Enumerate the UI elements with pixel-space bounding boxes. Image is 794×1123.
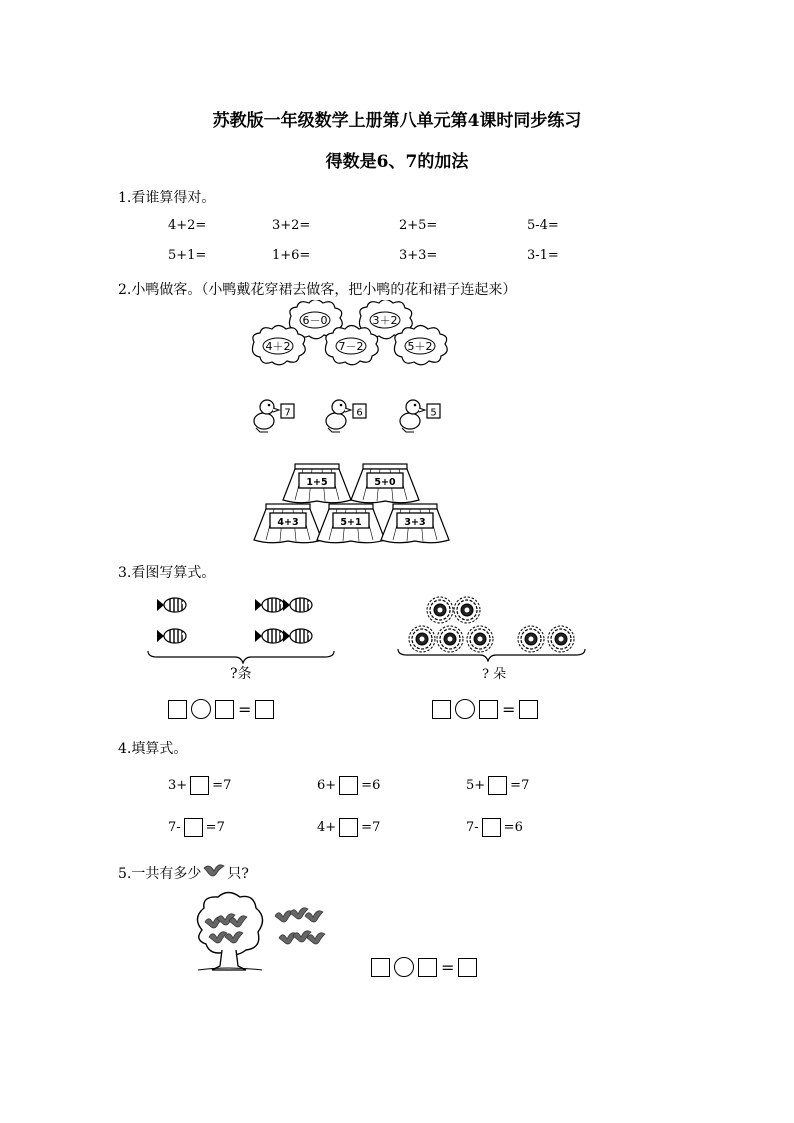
skirt-4[interactable] <box>381 504 449 543</box>
bird-icon <box>290 908 308 919</box>
svg-text:6－0: 6－0 <box>302 314 328 327</box>
flower-3[interactable] <box>325 326 378 365</box>
page-subtitle: 得数是6、7的加法 <box>325 152 469 172</box>
answer-box[interactable] <box>432 700 451 719</box>
answer-box[interactable] <box>255 700 274 719</box>
q1-eq: 3+2= <box>272 218 311 233</box>
fill-equation: 7- =6 <box>466 820 523 835</box>
svg-text:6: 6 <box>356 407 363 419</box>
q1-eq: 3+3= <box>399 248 438 263</box>
answer-box[interactable] <box>371 958 390 977</box>
flowers-group <box>240 300 470 370</box>
fish-icon <box>283 598 312 612</box>
answer-box[interactable] <box>190 776 209 795</box>
q1-eq: 5-4= <box>527 218 559 233</box>
q4-heading: 4.填算式。 <box>118 741 188 757</box>
fish-icon <box>283 629 312 643</box>
fill-equation: 7- =7 <box>168 820 225 835</box>
q1-eq: 3-1= <box>527 248 559 263</box>
flower-4[interactable] <box>394 326 447 365</box>
sunflower-icon <box>427 597 453 623</box>
answer-box[interactable] <box>215 700 234 719</box>
q3-heading: 3.看图写算式。 <box>118 565 216 581</box>
fish-question-label: ?条 <box>230 666 252 682</box>
q1-eq: 4+2= <box>168 218 207 233</box>
equals-sign: = <box>441 957 455 977</box>
q1-eq: 2+5= <box>399 218 438 233</box>
answer-box[interactable] <box>418 958 437 977</box>
flower-2[interactable] <box>252 326 305 365</box>
skirt-2[interactable] <box>254 504 322 543</box>
duck-1[interactable] <box>326 400 366 432</box>
skirt-0[interactable] <box>283 464 351 503</box>
svg-text:5: 5 <box>430 407 437 419</box>
fish-icon <box>157 629 186 643</box>
skirt-1[interactable] <box>351 464 419 503</box>
svg-text:7－2: 7－2 <box>338 340 364 353</box>
fish-group <box>145 590 345 650</box>
svg-text:7: 7 <box>284 407 291 419</box>
page-title: 苏教版一年级数学上册第八单元第4课时同步练习 <box>212 111 582 131</box>
answer-box[interactable] <box>479 700 498 719</box>
tree-with-birds <box>188 890 338 975</box>
q5-heading: 5.一共有多少 只? <box>118 862 249 883</box>
fill-equation: 6+ =6 <box>317 778 381 793</box>
sunflower-group <box>395 595 595 655</box>
svg-text:4+3: 4+3 <box>277 517 299 528</box>
flower-question-label: ? 朵 <box>482 667 507 682</box>
answer-box[interactable] <box>339 776 358 795</box>
fill-equation: 3+ =7 <box>168 778 232 793</box>
answer-box[interactable] <box>488 776 507 795</box>
answer-box[interactable] <box>458 958 477 977</box>
flower-equation <box>432 699 538 719</box>
operator-circle[interactable] <box>394 957 414 977</box>
answer-box[interactable] <box>482 818 501 837</box>
operator-circle[interactable] <box>191 699 211 719</box>
fish-equation <box>168 699 274 719</box>
answer-box[interactable] <box>168 700 187 719</box>
svg-text:5+1: 5+1 <box>340 517 362 528</box>
bird-icon <box>202 862 226 880</box>
svg-text:3+3: 3+3 <box>404 517 426 528</box>
sunflower-icon <box>454 597 480 623</box>
equals-sign: = <box>238 699 252 719</box>
fish-icon <box>157 598 186 612</box>
bird-icon <box>305 911 323 922</box>
q2-heading: 2.小鸭做客。（小鸭戴花穿裙去做客，把小鸭的花和裙子连起来） <box>118 282 517 298</box>
tree-icon <box>197 893 262 971</box>
ducks-group <box>248 393 448 433</box>
fill-equation: 4+ =7 <box>317 820 381 835</box>
fish-icon <box>255 598 284 612</box>
q1-heading: 1.看谁算得对。 <box>118 190 216 206</box>
flower-brace <box>395 648 595 662</box>
operator-circle[interactable] <box>455 699 475 719</box>
bird-equation <box>371 957 477 977</box>
skirts-group <box>245 460 475 545</box>
svg-text:1+5: 1+5 <box>306 477 328 488</box>
fill-equation: 5+ =7 <box>466 778 530 793</box>
svg-text:5＋2: 5＋2 <box>407 340 433 353</box>
answer-box[interactable] <box>339 818 358 837</box>
answer-box[interactable] <box>184 818 203 837</box>
skirt-3[interactable] <box>317 504 385 543</box>
svg-text:4＋2: 4＋2 <box>265 340 291 353</box>
duck-2[interactable] <box>400 400 440 432</box>
bird-icon <box>307 933 325 944</box>
fish-brace <box>145 650 345 664</box>
q1-eq: 5+1= <box>168 248 207 263</box>
svg-text:5+0: 5+0 <box>374 477 396 488</box>
svg-text:3＋2: 3＋2 <box>372 314 398 327</box>
equals-sign: = <box>502 699 516 719</box>
fish-icon <box>255 629 284 643</box>
answer-box[interactable] <box>519 700 538 719</box>
duck-0[interactable] <box>254 400 294 432</box>
q1-eq: 1+6= <box>272 248 311 263</box>
